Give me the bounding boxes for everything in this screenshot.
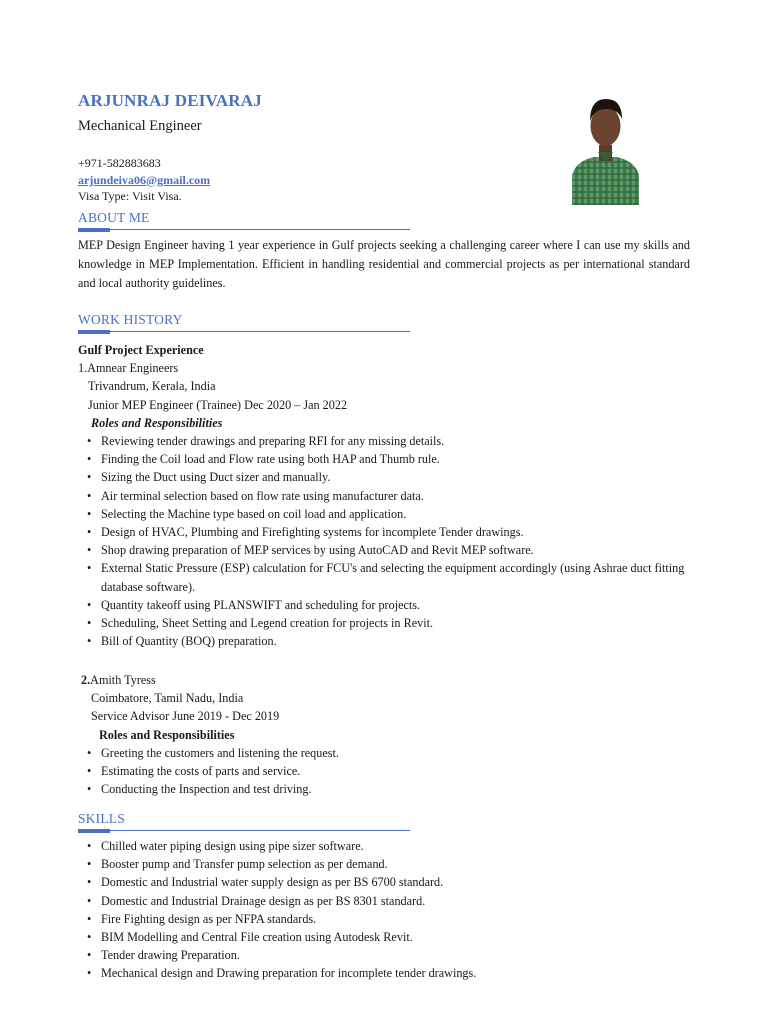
list-item: • Chilled water piping design using pipe sizer software. [78,837,698,855]
candidate-name: ARJUNRAJ DEIVARAJ [78,91,262,110]
visa-type: Visa Type: Visit Visa. [78,189,182,203]
contact-block [78,155,210,205]
list-item: • Finding the Coil load and Flow rate using both HAP and Thumb rule. [78,450,698,468]
list-item: • Selecting the Machine type based on coil load and application. [78,505,698,523]
job1-responsibilities [78,432,698,650]
job2-title-line [78,671,698,689]
profile-photo [572,95,639,205]
skills-block [78,837,698,983]
list-item: • Domestic and Industrial water supply design as per BS 6700 standard. [78,873,698,891]
job1-location: Trivandrum, Kerala, India [88,379,216,394]
list-item: • Fire Fighting design as per NFPA standards. [78,910,698,928]
job1-roles-label: Roles and Responsibilities [91,415,223,430]
about-heading [78,210,410,226]
list-item: • Tender drawing Preparation. [78,946,698,964]
skills-heading-text: SKILLS [78,811,125,826]
job2-company: Amith Tyress [90,673,156,687]
work-subheading: Gulf Project Experience [78,343,204,357]
skills-rule-accent [78,829,110,833]
about-rule-accent [78,228,110,232]
person-photo-icon [572,95,639,205]
skills-heading [78,811,410,827]
job2-location: Coimbatore, Tamil Nadu, India [91,691,244,706]
email-link[interactable]: arjundeiva06@gmail.com [78,172,211,187]
about-rule [78,229,410,230]
list-item: • Design of HVAC, Plumbing and Firefighting systems for incomplete Tender drawings. [78,523,698,541]
work-heading-text: WORK HISTORY [78,312,183,327]
list-item: • Estimating the costs of parts and service. [78,762,698,780]
job2-number: 2. [81,673,91,687]
work-rule-accent [78,330,110,334]
phone-number: +971-582883683 [78,156,161,170]
skills-rule [78,830,410,831]
about-heading-text: ABOUT ME [78,210,150,225]
about-text: MEP Design Engineer having 1 year experience in Gulf projects seeking a challenging career where I can use my skills and knowledge in MEP Implementation. Efficient in handling residential and commercial projects as per international standard and local authority guidelines. [78,238,690,290]
list-item: • Air terminal selection based on flow rate using manufacturer data. [78,487,698,505]
list-item: • Bill of Quantity (BOQ) preparation. [78,632,698,650]
list-item: • External Static Pressure (ESP) calculation for FCU's and selecting the equipment accordingly (using Ashrae duct fitting database software). [78,559,698,595]
list-item: • BIM Modelling and Central File creation using Autodesk Revit. [78,928,698,946]
job2-role: Service Advisor June 2019 - Dec 2019 [91,709,280,724]
job1-company: 1.Amnear Engineers [78,361,179,376]
list-item: • Shop drawing preparation of MEP services by using AutoCAD and Revit MEP software. [78,541,698,559]
list-item: • Scheduling, Sheet Setting and Legend creation for projects in Revit. [78,614,698,632]
job1-role: Junior MEP Engineer (Trainee) Dec 2020 – Jan 2022 [88,397,348,412]
job2-responsibilities [78,744,698,799]
work-history-heading [78,312,410,328]
work-rule [78,331,410,332]
job2-block [78,671,698,798]
list-item: • Conducting the Inspection and test driving. [78,780,698,798]
list-item: • Booster pump and Transfer pump selection as per demand. [78,855,698,873]
list-item: • Quantity takeoff using PLANSWIFT and scheduling for projects. [78,596,698,614]
list-item: • Reviewing tender drawings and preparing RFI for any missing details. [78,432,698,450]
job-title: Mechanical Engineer [78,118,202,134]
skills-list [78,837,698,983]
list-item: • Greeting the customers and listening the request. [78,744,698,762]
list-item: • Domestic and Industrial Drainage design as per BS 8301 standard. [78,892,698,910]
list-item: • Sizing the Duct using Duct sizer and manually. [78,468,698,486]
work-history-block [78,341,698,650]
list-item: • Mechanical design and Drawing preparation for incomplete tender drawings. [78,964,698,982]
job2-roles-label: Roles and Responsibilities [99,727,235,742]
